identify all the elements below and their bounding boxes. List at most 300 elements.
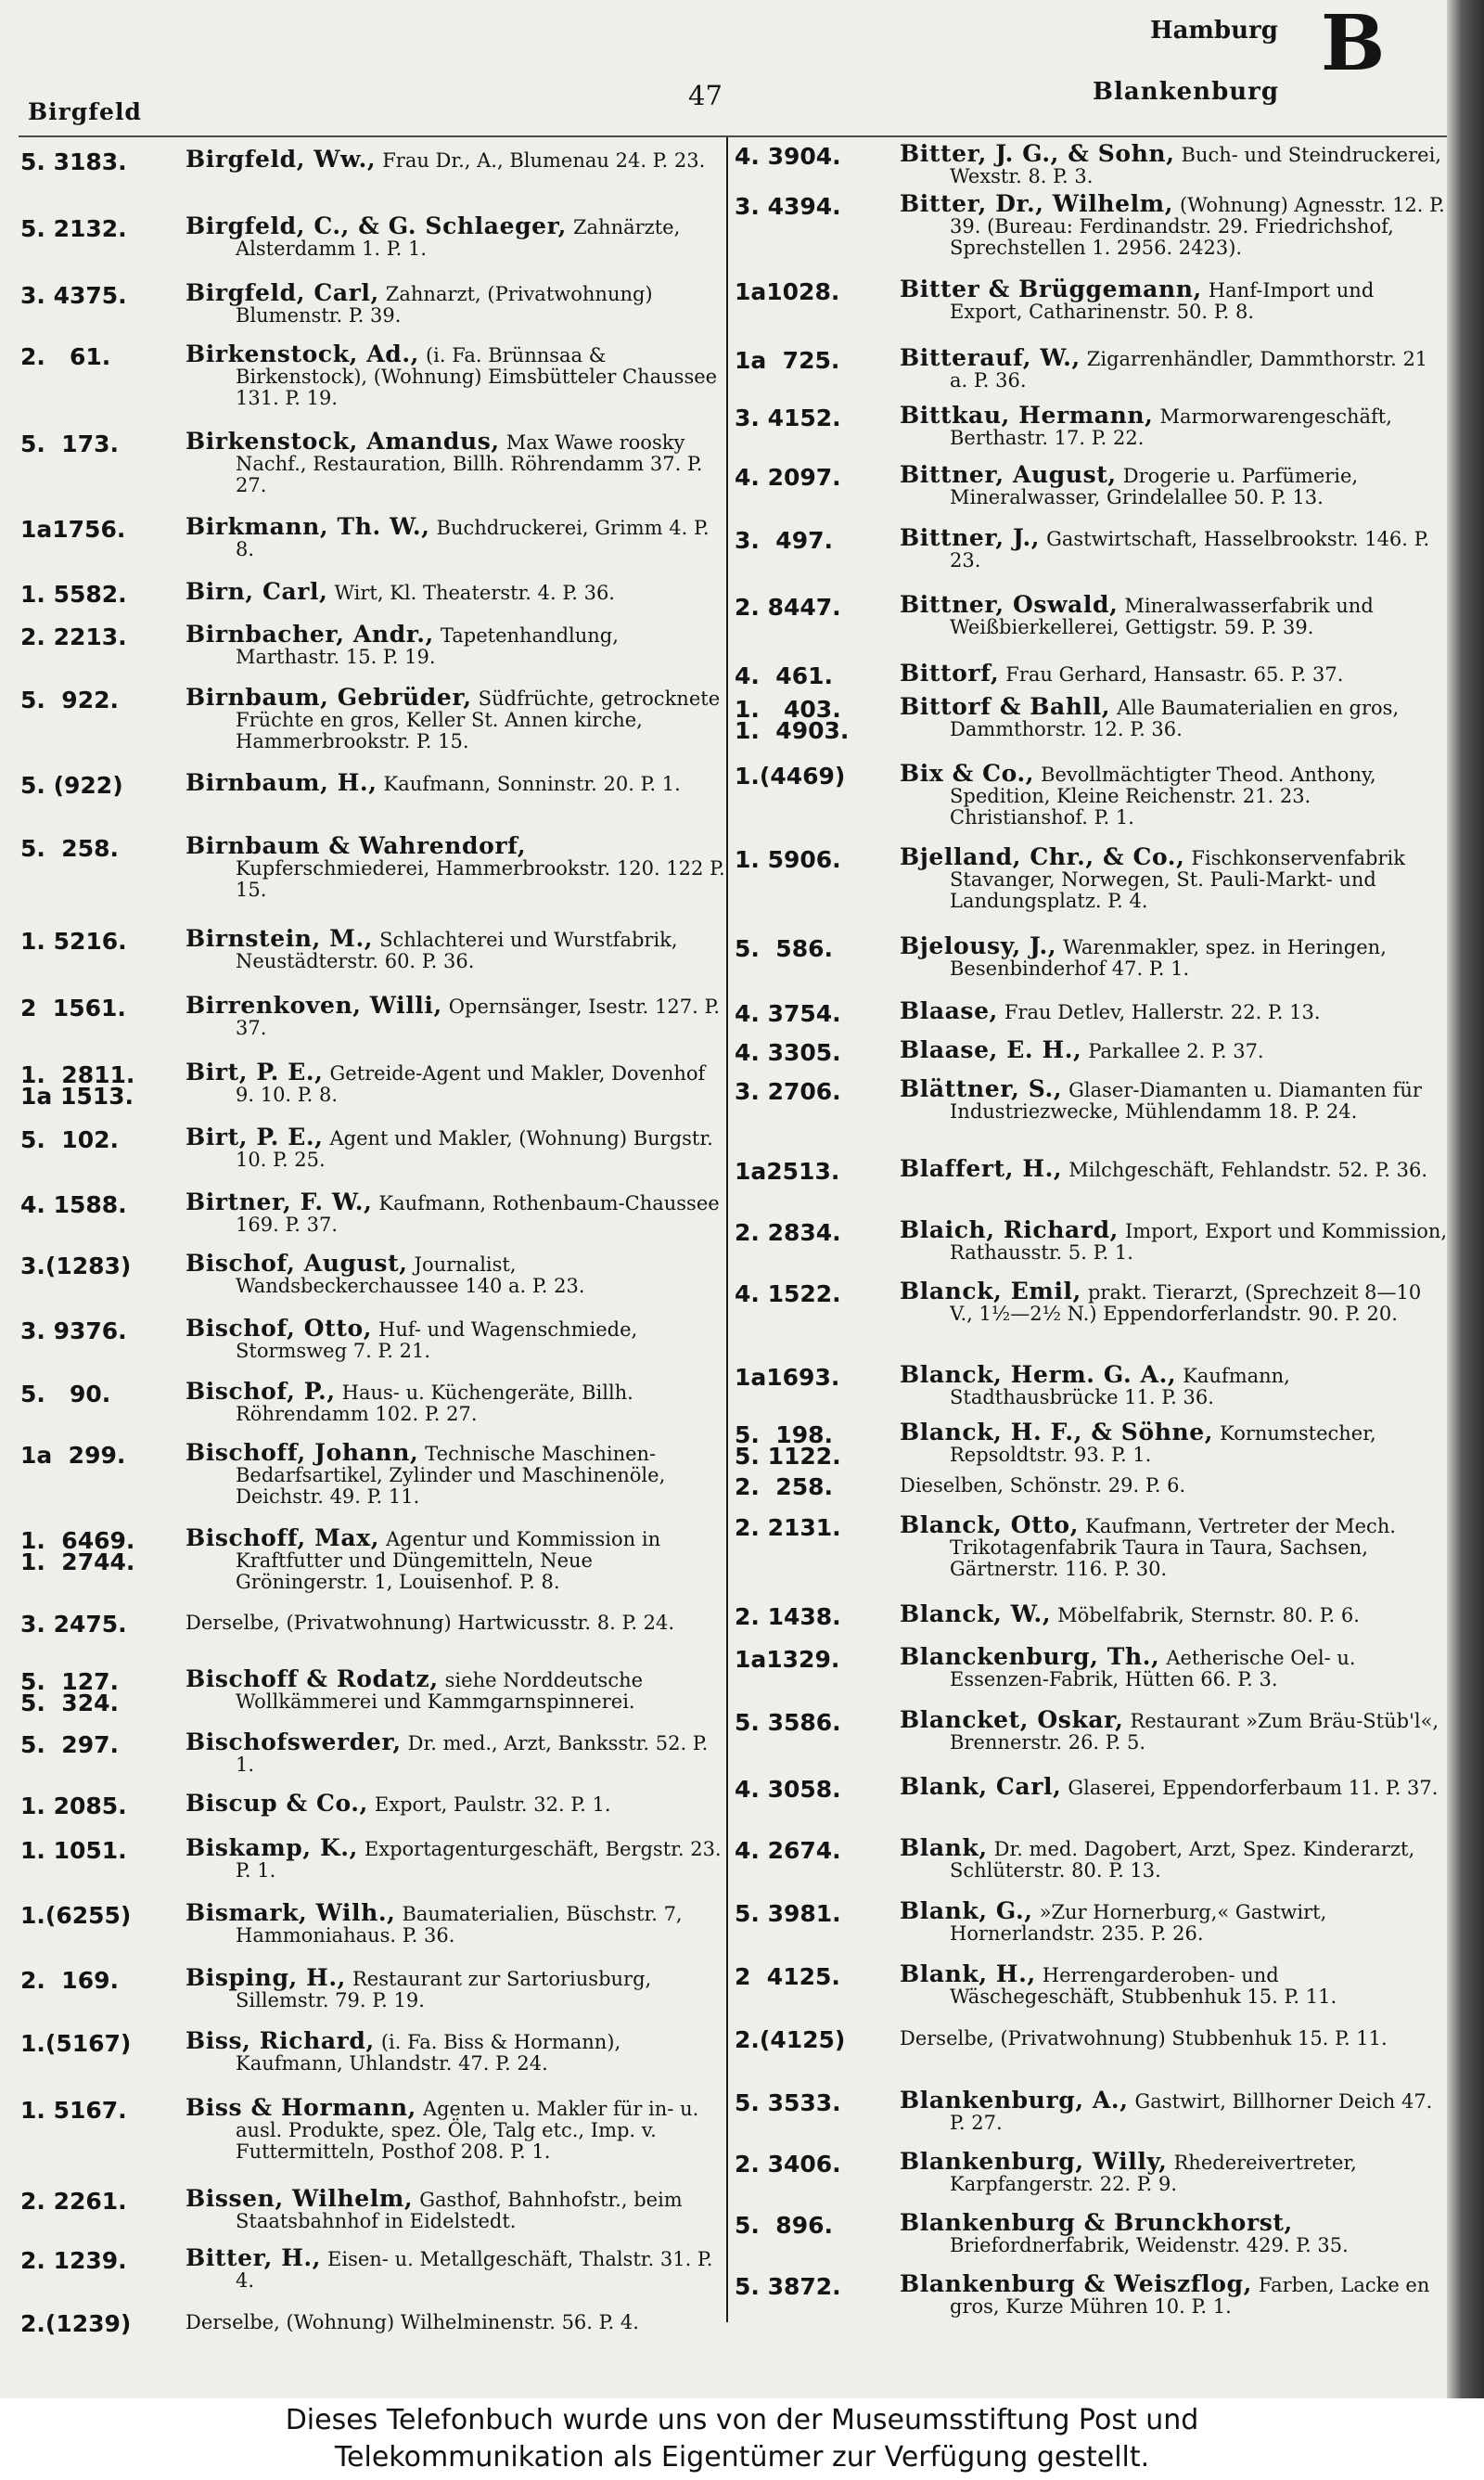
entry-name: Birn, Carl, [186, 578, 328, 605]
entry-text [186, 769, 725, 796]
entry-text [186, 343, 725, 409]
phone-number: 1. 1051. [20, 1837, 127, 1864]
directory-entry [20, 1317, 725, 1362]
directory-entry [20, 1611, 725, 1638]
directory-entry [20, 2094, 725, 2163]
footer-line-2: Telekommunikation als Eigentümer zur Verfügung gestellt. [334, 2441, 1150, 2474]
phone-number: 3. 497. [735, 527, 833, 554]
entry-details: Aetherische Oel- u. Essenzen-Fabrik, Hütten 66. P. 3. [950, 1647, 1356, 1690]
entry-details: Möbelfabrik, Sternstr. 80. P. 6. [1057, 1604, 1360, 1626]
directory-entry [20, 925, 725, 972]
phone-number: 5. 297. [20, 1731, 119, 1758]
directory-entry [20, 684, 725, 752]
phone-number: 1a2513. [735, 1158, 840, 1185]
entry-details: Hanf-Import und Export, Catharinenstr. 50. P. 8. [950, 279, 1375, 323]
directory-entry [20, 1964, 725, 2011]
entry-details: Kornumstecher, Repsoldtstr. 93. P. 1. [950, 1422, 1376, 1466]
directory-entry [735, 693, 1449, 744]
directory-entry [735, 997, 1449, 1027]
directory-entry [735, 2026, 1449, 2053]
entry-name: Blanckenburg, Th., [900, 1643, 1160, 1670]
entry-text [900, 2209, 1449, 2256]
entry-details: (Wohnung) Agnesstr. 12. P. 39. (Bureau: Ferdinandstr. 29. Friedrichshof, Sprechstellen 1. 2956. 2423). [950, 194, 1445, 259]
phone-number: 5. 3183. [20, 148, 127, 175]
directory-entry [20, 578, 725, 608]
entry-details: Parkallee 2. P. 37. [1088, 1040, 1264, 1062]
entry-details: Derselbe, (Privatwohnung) Hartwicusstr. 8. P. 24. [186, 1612, 675, 1634]
directory-entry [735, 2209, 1449, 2256]
entry-details: Restaurant »Zum Bräu-Stüb'l«, Brennerstr. 26. P. 5. [950, 1710, 1439, 1754]
section-letter: B [1321, 0, 1386, 88]
directory-entry [20, 1191, 725, 1236]
entry-details: Kupferschmiederei, Hammerbrookstr. 120. 122 P. 15. [236, 857, 725, 901]
directory-entry [20, 2310, 725, 2337]
entry-name: Blanck, Herm. G. A., [900, 1361, 1177, 1388]
entry-text [900, 1361, 1449, 1408]
entry-text [186, 2310, 725, 2333]
phone-number: 4. 3305. [735, 1039, 841, 1066]
entry-details: (i. Fa. Biss & Hormann), Kaufmann, Uhlandstr. 47. P. 24. [236, 2031, 621, 2075]
phone-number: 2. 258. [735, 1473, 833, 1500]
phone-number: 1. 2085. [20, 1793, 127, 1819]
phone-number: 1. 5167. [20, 2097, 127, 2124]
entry-text [900, 1897, 1449, 1945]
entry-details: siehe Norddeutsche Wollkämmerei und Kammgarnspinnerei. [236, 1669, 644, 1713]
entry-text [900, 760, 1449, 829]
entry-name: Blaase, E. H., [900, 1036, 1082, 1063]
entry-text [186, 1834, 725, 1882]
directory-entry [735, 1706, 1449, 1754]
entry-name: Blankenburg & Brunckhorst, [900, 2209, 1293, 2236]
entry-details: Agenten u. Makler für in- u. ausl. Produkte, spez. Öle, Talg etc., Imp. v. Futtermitteln, Posthof 208. P. 1. [236, 2098, 699, 2163]
entry-name: Blankenburg & Weiszflog, [900, 2270, 1252, 2297]
entry-text [186, 1061, 725, 1106]
entry-details: Journalist, Wandsbeckerchaussee 140 a. P. 23. [236, 1253, 585, 1297]
entry-details: Dr. med., Arzt, Banksstr. 52. P. 1. [236, 1732, 709, 1776]
directory-entry [20, 1378, 725, 1425]
entry-text [900, 2270, 1449, 2318]
directory-entry [735, 843, 1449, 912]
entry-name: Birgfeld, Carl, [186, 279, 379, 306]
phone-number: 5. 3586. [735, 1709, 841, 1736]
phone-number: 1. 5906. [735, 846, 841, 873]
entry-name: Biscup & Co., [186, 1790, 368, 1817]
directory-entry [20, 212, 725, 260]
phone-number: 4. 3754. [735, 1000, 841, 1027]
entry-details: »Zur Hornerburg,« Gastwirt, Hornerlandstr. 235. P. 26. [950, 1901, 1327, 1945]
entry-name: Birt, P. E., [186, 1124, 324, 1150]
phone-number: 2 4125. [735, 1963, 840, 1990]
entry-name: Bisping, H., [186, 1964, 346, 1991]
phone-number: 2. 2261. [20, 2188, 127, 2215]
phone-number: 3. 4152. [735, 405, 841, 431]
entry-text [900, 1960, 1449, 2008]
entry-details: Agentur und Kommission in Kraftfutter und Düngemitteln, Neue Gröningerstr. 1, Louisenhof. P. 8. [236, 1528, 661, 1593]
entry-text [900, 140, 1449, 187]
directory-entry [20, 279, 725, 327]
phone-number: 1a1329. [735, 1646, 840, 1673]
directory-entry [735, 461, 1449, 508]
directory-entry [20, 1728, 725, 1776]
phone-number: 3. 9376. [20, 1317, 127, 1344]
phone-number: 2.(4125) [735, 2026, 846, 2053]
entry-name: Biss & Hormann, [186, 2094, 416, 2121]
entry-text [186, 430, 725, 496]
entry-text [186, 1899, 725, 1947]
directory-entry [20, 769, 725, 799]
entry-text [900, 461, 1449, 508]
entry-text [900, 1773, 1449, 1800]
entry-details: Gastwirt, Billhorner Deich 47. P. 27. [950, 2090, 1433, 2134]
page-number: 47 [688, 80, 723, 111]
entry-text [900, 1421, 1449, 1466]
phone-number: 5. 198. 5. 1122. [735, 1421, 841, 1470]
entry-text [900, 843, 1449, 912]
entry-text [900, 932, 1449, 980]
entry-name: Blaich, Richard, [900, 1216, 1119, 1243]
entry-details: Zigarrenhändler, Dammthorstr. 21 a. P. 36. [950, 348, 1428, 392]
phone-number: 4. 1588. [20, 1191, 127, 1218]
entry-text [900, 1834, 1449, 1882]
entry-name: Birkenstock, Ad., [186, 341, 419, 367]
entry-details: (i. Fa. Brünnsaa & Birkenstock), (Wohnung) Eimsbütteler Chaussee 131. P. 19. [236, 344, 718, 409]
entry-text [900, 591, 1449, 638]
phone-number: 4. 3058. [735, 1776, 841, 1803]
entry-name: Blanck, W., [900, 1600, 1052, 1627]
column-divider [726, 137, 728, 2322]
phone-number: 1. 6469. 1. 2744. [20, 1527, 135, 1575]
entry-text [186, 1126, 725, 1171]
entry-name: Bischof, August, [186, 1250, 408, 1277]
entry-text [900, 1600, 1449, 1627]
phone-number: 5. 3872. [735, 2273, 841, 2300]
phone-number: 1.(6255) [20, 1902, 132, 1929]
entry-text [900, 2148, 1449, 2195]
phone-number: 1.(4469) [735, 763, 846, 790]
entry-details: Agent und Makler, (Wohnung) Burgstr. 10. P. 25. [236, 1127, 713, 1171]
directory-entry [735, 760, 1449, 829]
directory-entry [735, 1773, 1449, 1803]
entry-details: Kaufmann, Rothenbaum-Chaussee 169. P. 37. [236, 1192, 720, 1236]
entry-text [900, 1706, 1449, 1754]
entry-name: Bischoff, Max, [186, 1524, 380, 1551]
entry-details: Exportagenturgeschäft, Bergstr. 23. P. 1. [236, 1838, 722, 1882]
phone-number: 4. 1522. [735, 1280, 841, 1307]
entry-details: Gastwirtschaft, Hasselbrookstr. 146. P. 23. [950, 528, 1430, 572]
directory-entry [20, 1834, 725, 1882]
entry-details: Buch- und Steindruckerei, Wexstr. 8. P. 3. [950, 144, 1441, 187]
entry-text [186, 513, 725, 560]
entry-text [900, 2026, 1449, 2050]
entry-details: Haus- u. Küchengeräte, Billh. Röhrendamm 102. P. 27. [236, 1381, 633, 1425]
entry-name: Blancket, Oskar, [900, 1706, 1124, 1733]
directory-entry [20, 1126, 725, 1171]
entry-name: Birnbaum & Wahrendorf, [186, 832, 527, 859]
entry-details: Frau Gerhard, Hansastr. 65. P. 37. [1005, 663, 1344, 686]
entry-name: Blankenburg, A., [900, 2087, 1129, 2114]
directory-entry [20, 343, 725, 409]
directory-entry [20, 1439, 725, 1508]
entry-name: Birnbaum, H., [186, 769, 377, 796]
directory-entry [735, 1511, 1449, 1580]
entry-details: Rhedereivertreter, Karpfangerstr. 22. P. 9. [950, 2152, 1357, 2195]
entry-name: Blank, H., [900, 1960, 1036, 1987]
phone-number: 2. 2834. [735, 1219, 841, 1246]
entry-name: Blankenburg, Willy, [900, 2148, 1168, 2175]
directory-entry [735, 1361, 1449, 1408]
entry-details: Fischkonservenfabrik Stavanger, Norwegen, St. Pauli-Markt- und Landungsplatz. P. 4. [950, 847, 1405, 912]
entry-text [186, 2094, 725, 2163]
entry-name: Bitter, H., [186, 2244, 322, 2271]
entry-details: Glaser-Diamanten u. Diamanten für Industriezwecke, Mühlendamm 18. P. 24. [950, 1079, 1422, 1123]
directory-entry [20, 623, 725, 668]
entry-name: Birnbaum, Gebrüder, [186, 684, 472, 711]
entry-details: Drogerie u. Parfümerie, Mineralwasser, Grindelallee 50. P. 13. [950, 465, 1359, 508]
entry-name: Blaffert, H., [900, 1155, 1063, 1182]
entry-text [900, 344, 1449, 392]
phone-number: 1a 299. [20, 1442, 126, 1469]
entry-details: Marmorwarengeschäft, Berthastr. 17. P. 22. [950, 405, 1392, 449]
entry-name: Blaase, [900, 997, 998, 1024]
directory-entry [735, 1036, 1449, 1066]
entry-text [186, 1439, 725, 1508]
phone-number: 3.(1283) [20, 1253, 132, 1279]
entry-name: Bittner, August, [900, 461, 1117, 488]
entry-details: Südfrüchte, getrocknete Früchte en gros, Keller St. Annen kirche, Hammerbrookstr. P. 15. [236, 687, 721, 752]
entry-name: Birnstein, M., [186, 925, 374, 952]
entry-details: prakt. Tierarzt, (Sprechzeit 8—10 V., 1½—2½ N.) Eppendorferlandstr. 90. P. 20. [950, 1281, 1422, 1325]
directory-entry [735, 1280, 1449, 1325]
entry-name: Bischoff & Rodatz, [186, 1665, 439, 1692]
entry-text [900, 997, 1449, 1024]
directory-entry [735, 140, 1449, 187]
phone-number: 2. 2131. [735, 1514, 841, 1541]
entry-name: Bitterauf, W., [900, 344, 1081, 371]
entry-name: Blättner, S., [900, 1075, 1063, 1102]
entry-details: Getreide-Agent und Makler, Dovenhof 9. 10. P. 8. [236, 1062, 706, 1106]
entry-details: Buchdruckerei, Grimm 4. P. 8. [236, 517, 710, 560]
entry-name: Bittner, J., [900, 524, 1041, 551]
entry-details: Derselbe, (Privatwohnung) Stubbenhuk 15. P. 11. [900, 2027, 1388, 2050]
directory-entry [735, 1473, 1449, 1500]
entry-name: Bittner, Oswald, [900, 591, 1119, 618]
entry-text [186, 1524, 725, 1593]
entry-details: Huf- und Wagenschmiede, Stormsweg 7. P. 21. [236, 1318, 638, 1362]
entry-name: Bittkau, Hermann, [900, 402, 1154, 429]
directory-entry [20, 1059, 725, 1110]
phone-number: 3. 4394. [735, 193, 841, 220]
entry-details: Mineralwasserfabrik und Weißbierkellerei, Gettigstr. 59. P. 39. [950, 595, 1374, 638]
entry-name: Bix & Co., [900, 760, 1035, 787]
directory-entry [735, 1216, 1449, 1264]
entry-name: Blank, G., [900, 1897, 1033, 1924]
phone-number: 5. (922) [20, 772, 123, 799]
entry-details: Zahnarzt, (Privatwohnung) Blumenstr. P. 39. [236, 283, 653, 327]
phone-number: 2.(1239) [20, 2310, 132, 2337]
directory-entry [20, 832, 725, 901]
entry-name: Birrenkoven, Willi, [186, 992, 442, 1019]
entry-details: Kaufmann, Vertreter der Mech. Trikotagenfabrik Taura in Taura, Sachsen, Gärtnerstr. 116. P. 30. [950, 1515, 1397, 1580]
directory-entry [735, 1897, 1449, 1945]
directory-entry [735, 402, 1449, 449]
entry-details: Dr. med. Dagobert, Arzt, Spez. Kinderarzt, Schlüterstr. 80. P. 13. [950, 1838, 1415, 1882]
entry-name: Bischof, Otto, [186, 1315, 373, 1342]
entry-name: Biskamp, K., [186, 1834, 358, 1861]
header-rule [19, 135, 1447, 137]
entry-name: Blanck, Emil, [900, 1278, 1081, 1304]
phone-number: 5. 90. [20, 1381, 111, 1407]
footer-notice [0, 2398, 1484, 2480]
phone-number: 5. 922. [20, 687, 119, 713]
entry-details: Restaurant zur Sartoriusburg, Sillemstr. 79. P. 19. [236, 1968, 652, 2011]
directory-entry [735, 2148, 1449, 2195]
phone-number: 1. 2811. 1a 1513. [20, 1061, 135, 1110]
entry-text [900, 402, 1449, 449]
phone-number: 3. 2475. [20, 1611, 127, 1638]
phone-number: 1a1756. [20, 516, 126, 543]
directory-entry [735, 1643, 1449, 1690]
entry-text [900, 1155, 1449, 1182]
entry-text [186, 992, 725, 1039]
entry-name: Bjelousy, J., [900, 932, 1057, 959]
entry-details: Kaufmann, Stadthausbrücke 11. P. 36. [950, 1365, 1290, 1408]
entry-name: Blanck, H. F., & Söhne, [900, 1419, 1214, 1446]
entry-details: Wirt, Kl. Theaterstr. 4. P. 36. [334, 582, 615, 604]
entry-details: Warenmakler, spez. in Heringen, Besenbinderhof 47. P. 1. [950, 936, 1387, 980]
header-left-keyword: Birgfeld [28, 98, 142, 125]
entry-text [900, 2089, 1449, 2134]
entry-text [186, 1964, 725, 2011]
phone-number: 1a1028. [735, 278, 840, 305]
entry-name: Bjelland, Chr., & Co., [900, 843, 1185, 870]
entry-text [186, 2027, 725, 2075]
entry-details: Briefordnerfabrik, Weidenstr. 429. P. 35. [950, 2234, 1349, 2256]
entry-text [900, 1643, 1449, 1690]
phone-number: 4. 461. [735, 662, 833, 689]
phone-number: 1a 725. [735, 347, 840, 374]
directory-entry [20, 513, 725, 560]
entry-text [900, 1511, 1449, 1580]
entry-details: Milchgeschäft, Fehlandstr. 52. P. 36. [1068, 1159, 1428, 1181]
entry-text [186, 623, 725, 668]
directory-entry [735, 190, 1449, 259]
entry-text [900, 1036, 1449, 1063]
directory-entry [20, 1250, 725, 1297]
phone-number: 1. 5582. [20, 581, 127, 608]
entry-text [186, 1790, 725, 1817]
entry-details: Dieselben, Schönstr. 29. P. 6. [900, 1474, 1186, 1497]
entry-text [186, 2244, 725, 2292]
entry-details: Herrengarderoben- und Wäschegeschäft, Stubbenhuk 15. P. 11. [950, 1964, 1337, 2008]
entry-name: Birgfeld, C., & G. Schlaeger, [186, 212, 567, 239]
entry-name: Birgfeld, Ww., [186, 146, 377, 173]
phone-number: 5. 173. [20, 430, 119, 457]
directory-entry [735, 344, 1449, 392]
entry-text [900, 1473, 1449, 1497]
directory-entry [20, 1790, 725, 1819]
footer-line-1: Dieses Telefonbuch wurde uns von der Museumsstiftung Post und [285, 2404, 1199, 2436]
directory-entry [20, 430, 725, 496]
phone-number: 1.(5167) [20, 2030, 132, 2057]
phone-number: 4. 3904. [735, 143, 841, 170]
phone-number: 5. 586. [735, 935, 833, 962]
directory-entry [735, 660, 1449, 689]
entry-name: Bismark, Wilh., [186, 1899, 396, 1926]
directory-entry [735, 278, 1449, 323]
entry-text [186, 212, 725, 260]
phone-number: 5. 258. [20, 835, 119, 862]
phone-number: 2 1561. [20, 995, 126, 1022]
entry-text [186, 2185, 725, 2232]
phone-number: 5. 2132. [20, 215, 127, 242]
directory-entry [735, 2270, 1449, 2318]
entry-name: Birnbacher, Andr., [186, 621, 434, 648]
directory-entry [20, 2244, 725, 2292]
entry-text [186, 1250, 725, 1297]
phone-number: 2. 2213. [20, 623, 127, 650]
directory-entry [735, 1960, 1449, 2008]
entry-name: Blank, [900, 1834, 988, 1861]
phone-number: 4. 2674. [735, 1837, 841, 1864]
directory-entry [20, 2185, 725, 2232]
entry-details: Frau Detlev, Hallerstr. 22. P. 13. [1004, 1001, 1321, 1023]
page-edge-shadow [1447, 0, 1484, 2398]
phone-number: 3. 4375. [20, 282, 127, 309]
header-city: Hamburg [1150, 17, 1278, 45]
phone-number: 2. 1438. [735, 1603, 841, 1630]
phone-number: 5. 127. 5. 324. [20, 1668, 119, 1716]
entry-text [186, 1665, 725, 1713]
entry-text [186, 279, 725, 327]
entry-name: Bitter, Dr., Wilhelm, [900, 190, 1174, 217]
directory-entry [20, 146, 725, 175]
entry-details: Max Wawe roosky Nachf., Restauration, Billh. Röhrendamm 37. P. 27. [236, 431, 703, 496]
entry-name: Bitter & Brüggemann, [900, 276, 1202, 302]
entry-text [186, 925, 725, 972]
phone-number: 5. 896. [735, 2212, 833, 2239]
entry-details: Derselbe, (Wohnung) Wilhelminenstr. 56. P. 4. [186, 2311, 639, 2333]
entry-details: Frau Dr., A., Blumenau 24. P. 23. [382, 149, 706, 172]
entry-details: Gasthof, Bahnhofstr., beim Staatsbahnhof in Eidelstedt. [236, 2189, 683, 2232]
entry-text [900, 1280, 1449, 1325]
entry-text [186, 1191, 725, 1236]
entry-details: Alle Baumaterialien en gros, Dammthorstr. 12. P. 36. [950, 697, 1400, 740]
entry-name: Blank, Carl, [900, 1773, 1062, 1800]
entry-name: Birkenstock, Amandus, [186, 428, 500, 455]
entry-text [900, 1216, 1449, 1264]
entry-text [186, 1378, 725, 1425]
entry-text [186, 578, 725, 605]
phone-number: 1. 403. 1. 4903. [735, 696, 850, 744]
header-right-keyword: Blankenburg [1093, 78, 1280, 106]
entry-text [900, 693, 1449, 740]
directory-entry [20, 1665, 725, 1716]
entry-text [900, 524, 1449, 572]
entry-details: Tapetenhandlung, Marthastr. 15. P. 19. [236, 624, 619, 668]
phone-number: 5. 3981. [735, 1900, 841, 1927]
entry-text [186, 1317, 725, 1362]
entry-name: Bittorf & Bahll, [900, 693, 1111, 720]
directory-entry [20, 992, 725, 1039]
directory-entry [735, 1600, 1449, 1630]
entry-name: Bittorf, [900, 660, 1000, 687]
phone-number: 3. 2706. [735, 1078, 841, 1105]
entry-text [186, 148, 725, 172]
entry-text [186, 1728, 725, 1776]
directory-entry [735, 932, 1449, 980]
entry-text [186, 684, 725, 752]
entry-details: Schlachterei und Wurstfabrik, Neustädterstr. 60. P. 36. [236, 929, 678, 972]
